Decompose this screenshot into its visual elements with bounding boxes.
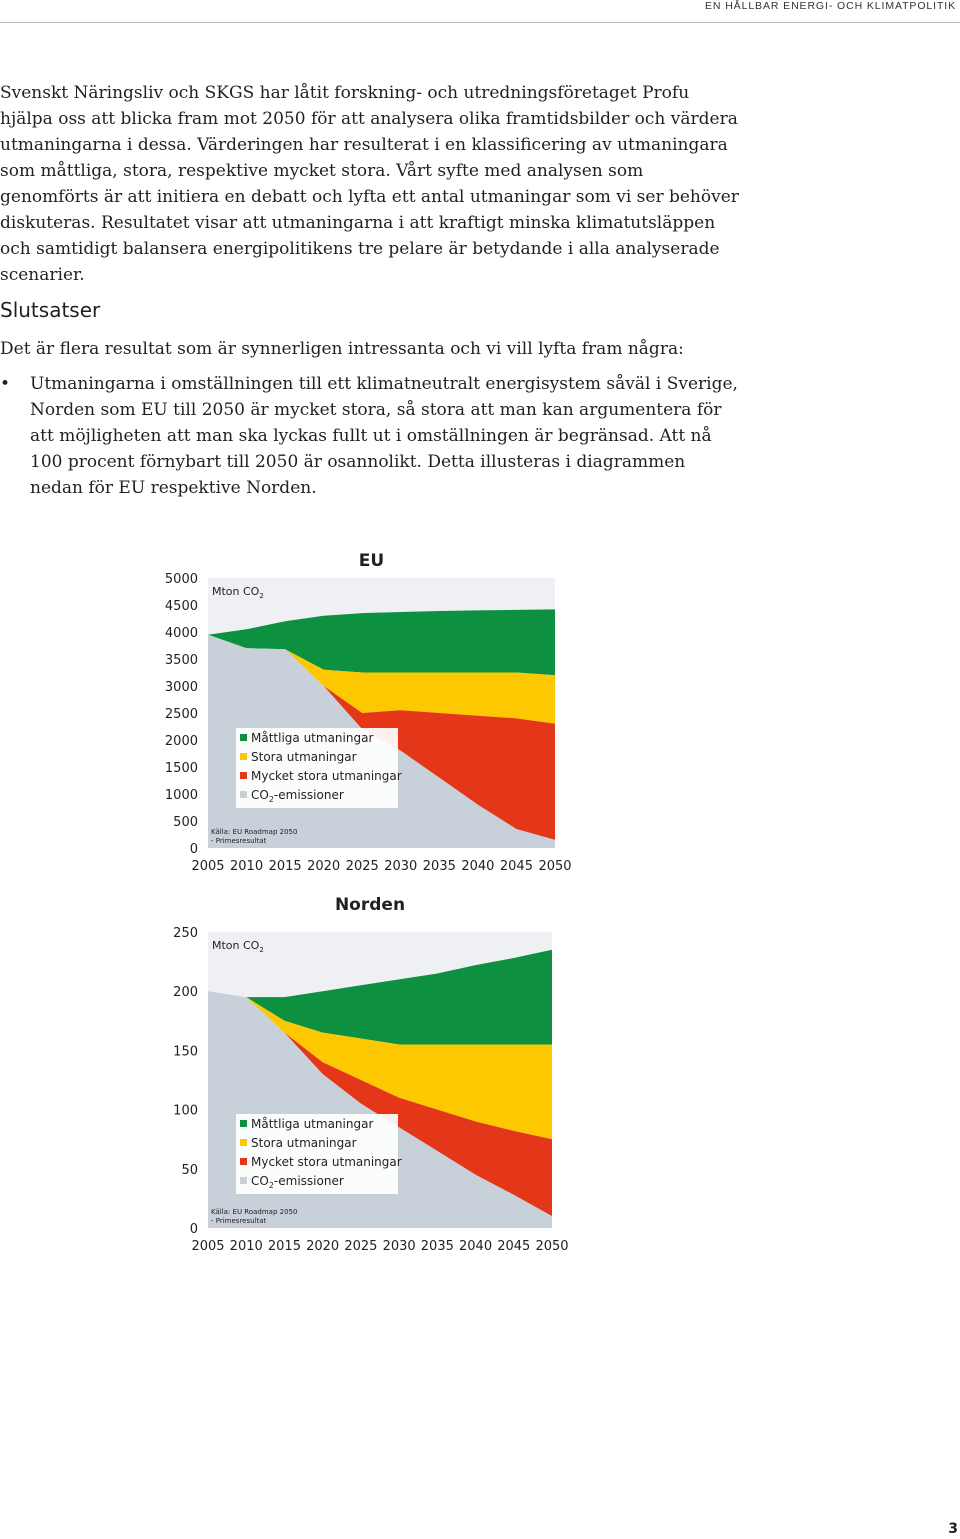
legend-subscript: 2: [268, 1181, 274, 1190]
legend-label: Måttliga utmaningar: [251, 1117, 374, 1131]
y-tick-label: 2000: [164, 734, 198, 749]
chart-svg: [150, 540, 580, 880]
y-tick-label: 100: [173, 1103, 198, 1119]
y-tick-label: 5000: [164, 572, 198, 587]
x-tick-label: 2050: [538, 859, 572, 874]
y-tick-label: 50: [181, 1162, 198, 1178]
header-tag: EN HÅLLBAR ENERGI- OCH KLIMATPOLITIK: [704, 0, 956, 12]
chart-title: EU: [358, 551, 385, 571]
x-tick-label: 2050: [535, 1239, 569, 1254]
norden-emissions-chart: [150, 890, 580, 1254]
x-tick-label: 2005: [191, 1239, 225, 1254]
y-tick-label: 4500: [164, 599, 198, 614]
legend-label: Stora utmaningar: [251, 1136, 357, 1150]
x-tick-label: 2035: [420, 1239, 454, 1254]
y-tick-label: 0: [189, 842, 198, 857]
x-tick-label: 2030: [384, 859, 418, 874]
legend-swatch-green: [240, 1120, 247, 1127]
conclusion-list: [0, 371, 740, 501]
legend-swatch-red: [240, 772, 247, 779]
source-note: Källa: EU Roadmap 2050: [211, 828, 298, 836]
unit-label: Mton $CO_2$: [212, 939, 264, 954]
list-item: • Utmaningarna i omställningen till ett klimatneutralt energisystem såväl i Sverige, Norden som EU till 2050 är mycket stora, så stora att man kan argumentera för att möjligheten att man ska lyckas fullt ut i omställningen är begränsad. Att nå 100 procent förnybart till 2050 är osannolikt. Detta illusteras i diagrammen nedan för EU respektive Norden.: [0, 371, 740, 501]
legend-swatch-grey: [240, 791, 247, 798]
legend-swatch-yellow: [240, 1139, 247, 1146]
section-title: Slutsatser: [0, 298, 101, 322]
legend-swatch-yellow: [240, 753, 247, 760]
x-tick-label: 2025: [345, 859, 379, 874]
y-tick-label: 250: [173, 926, 198, 941]
legend-label: $CO_2$-emissioner: [251, 1174, 344, 1190]
x-tick-label: 2010: [230, 859, 264, 874]
chart-svg: [150, 890, 580, 1260]
x-tick-label: 2035: [422, 859, 456, 874]
source-note: - Primesresultat: [211, 837, 267, 845]
legend-label: Mycket stora utmaningar: [251, 769, 402, 783]
x-tick-label: 2030: [382, 1239, 416, 1254]
legend-subscript: 2: [268, 795, 274, 804]
y-tick-label: 4000: [164, 626, 198, 641]
legend-swatch-grey: [240, 1177, 247, 1184]
y-tick-label: 0: [189, 1222, 198, 1237]
legend-swatch-red: [240, 1158, 247, 1165]
page-number: 3: [948, 1521, 958, 1537]
y-tick-label: 3500: [164, 653, 198, 668]
y-tick-label: 3000: [164, 680, 198, 695]
x-tick-label: 2015: [267, 1239, 301, 1254]
unit-subscript: 2: [259, 592, 264, 600]
unit-subscript: 2: [259, 946, 264, 954]
y-tick-label: 150: [173, 1044, 198, 1060]
y-tick-label: 1000: [164, 788, 198, 803]
source-note: Källa: EU Roadmap 2050: [211, 1208, 298, 1216]
y-tick-label: 200: [173, 985, 198, 1001]
y-tick-label: 1500: [164, 761, 198, 776]
x-tick-label: 2015: [268, 859, 302, 874]
x-tick-label: 2040: [461, 859, 495, 874]
section-lead: Det är flera resultat som är synnerligen intressanta och vi vill lyfta fram några:: [0, 339, 684, 359]
header-rule: [0, 22, 960, 23]
x-tick-label: 2010: [229, 1239, 263, 1254]
x-tick-label: 2005: [191, 859, 225, 874]
x-tick-label: 2045: [499, 859, 533, 874]
legend-label-rest: -emissioner: [273, 788, 344, 802]
eu-emissions-chart: [150, 540, 580, 880]
legend-label: $CO_2$-emissioner: [251, 788, 344, 804]
x-tick-label: 2040: [459, 1239, 493, 1254]
y-tick-label: 2500: [164, 707, 198, 722]
y-tick-label: 500: [173, 815, 198, 830]
x-tick-label: 2020: [306, 1239, 340, 1254]
source-note: - Primesresultat: [211, 1217, 267, 1225]
legend-label-rest: -emissioner: [273, 1174, 344, 1188]
legend-label: Mycket stora utmaningar: [251, 1155, 402, 1169]
legend-swatch-green: [240, 734, 247, 741]
x-tick-label: 2020: [307, 859, 341, 874]
chart-title: Norden: [334, 895, 406, 915]
x-tick-label: 2045: [497, 1239, 531, 1254]
x-tick-label: 2025: [344, 1239, 378, 1254]
intro-paragraph: Svenskt Näringsliv och SKGS har låtit forskning- och utredningsföretaget Profu hjälpa oss att blicka fram mot 2050 för att analysera olika framtidsbilder och värdera utmaningarna i dessa. Värderingen har resulterat i en klassificering av utmaningara som måttliga, stora, respektive mycket stora. Vårt syfte med analysen som genomförts är att initiera en debatt och lyfta ett antal utmaningar som vi ser behöver diskuteras. Resultatet visar att utmaningarna i att kraftigt minska klimatutsläppen och samtidigt balansera energipolitikens tre pelare är betydande i alla analyserade scenarier.: [0, 83, 739, 285]
unit-label: Mton $CO_2$: [212, 585, 264, 600]
legend-label: Stora utmaningar: [251, 750, 357, 764]
legend-label: Måttliga utmaningar: [251, 731, 374, 745]
